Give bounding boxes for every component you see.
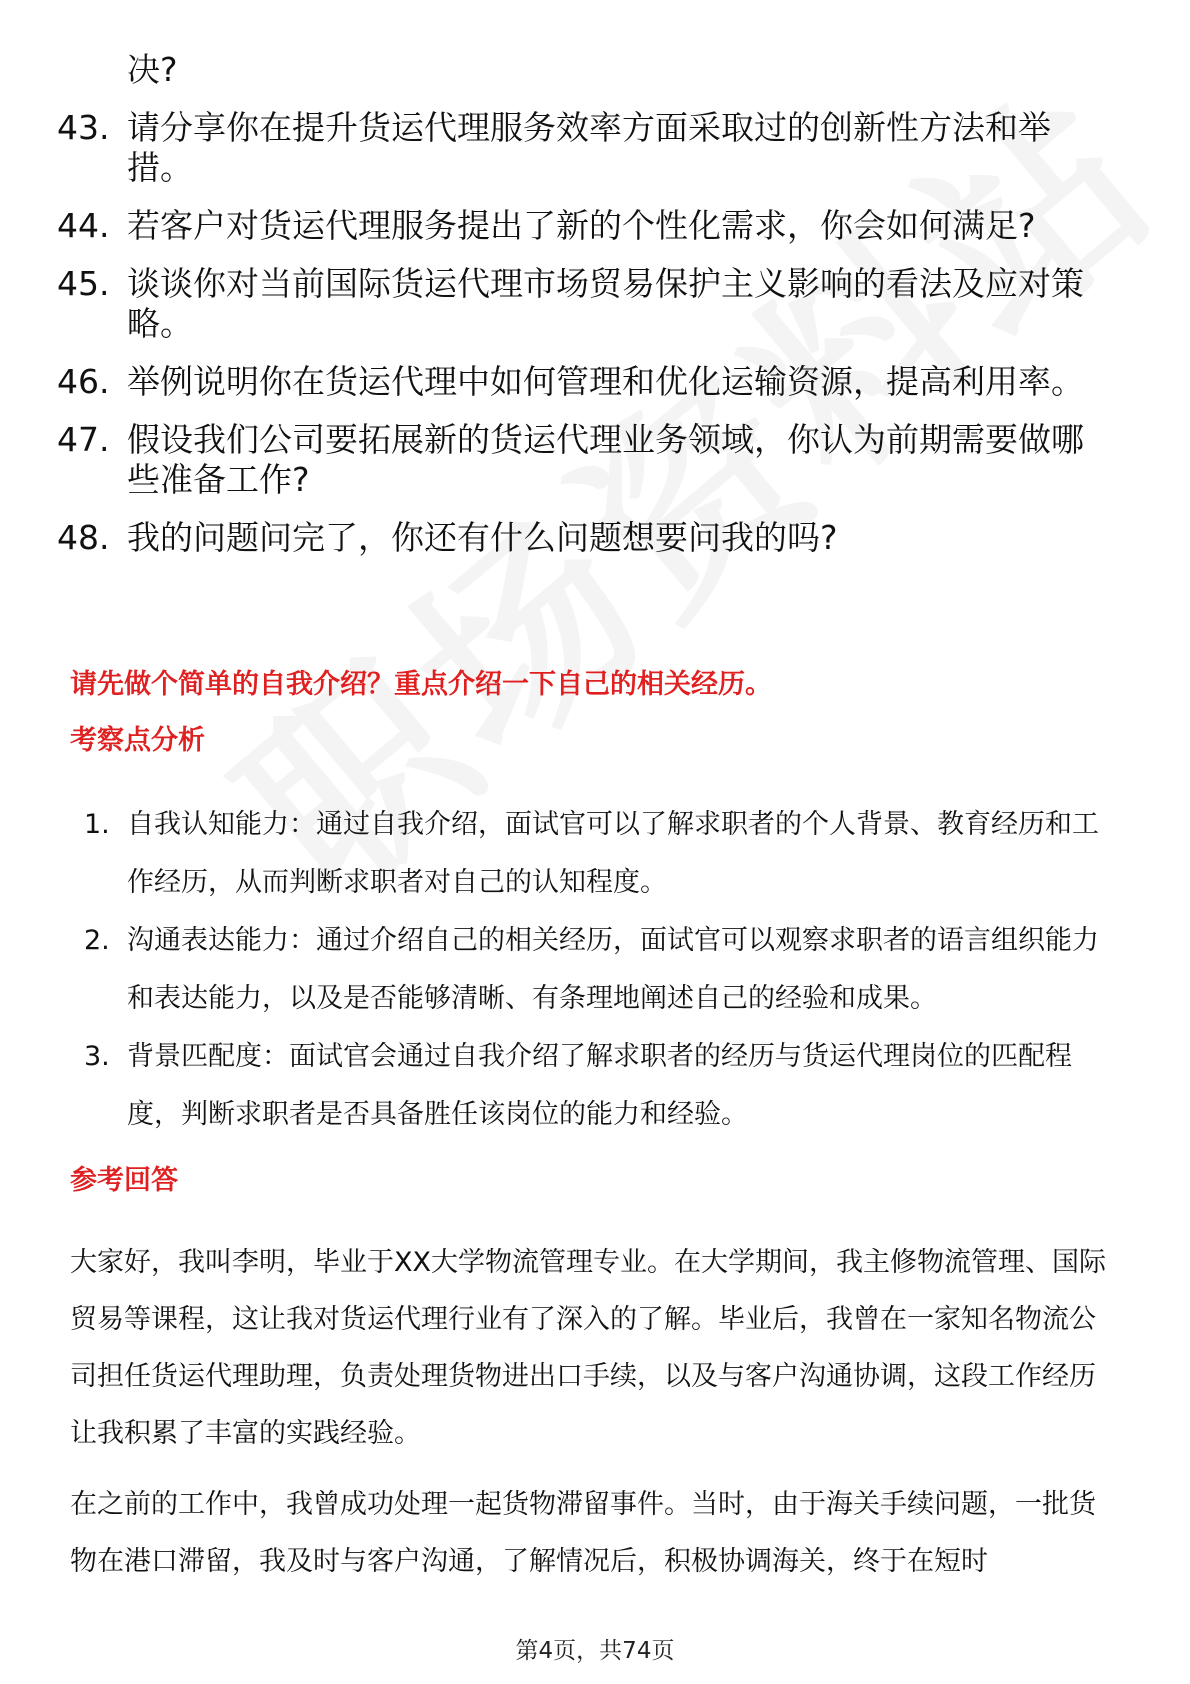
analysis-item: [0, 796, 1112, 912]
answer-heading: 参考回答: [70, 1165, 178, 1196]
analysis-text: 背景匹配度：面试官会通过自我介绍了解求职者的经历与货运代理岗位的匹配程度，判断求职者是否具备胜任该岗位的能力和经验。: [127, 1041, 1072, 1130]
analysis-number: 3.: [84, 1041, 110, 1072]
question-list: [0, 108, 1190, 558]
analysis-item: [0, 1028, 1112, 1144]
analysis-heading: 考察点分析: [70, 725, 205, 756]
question-item: [0, 108, 1107, 188]
question-number: 48.: [57, 518, 110, 557]
analysis-number: 1.: [84, 809, 110, 840]
answer-paragraph: 大家好，我叫李明，毕业于XX大学物流管理专业。在大学期间，我主修物流管理、国际贸易等课程，这让我对货运代理行业有了深入的了解。毕业后，我曾在一家知名物流公司担任货运代理助理，负责处理货物进出口手续，以及与客户沟通协调，这段工作经历让我积累了丰富的实践经验。: [70, 1247, 1106, 1449]
question-number: 46.: [57, 362, 110, 401]
analysis-number: 2.: [84, 925, 110, 956]
question-item: [0, 206, 1107, 246]
interview-question-title: 请先做个简单的自我介绍？重点介绍一下自己的相关经历。: [70, 669, 772, 700]
question-text: 我的问题问完了，你还有什么问题想要问我的吗?: [127, 518, 838, 557]
question-continuation: 决?: [127, 50, 178, 89]
question-item: [0, 420, 1107, 500]
question-text: 谈谈你对当前国际货运代理市场贸易保护主义影响的看法及应对策略。: [127, 264, 1084, 343]
question-number: 45.: [57, 264, 110, 303]
question-number: 47.: [57, 420, 110, 459]
question-number: 44.: [57, 206, 110, 245]
question-text: 假设我们公司要拓展新的货运代理业务领域，你认为前期需要做哪些准备工作?: [127, 420, 1084, 499]
question-text: 举例说明你在货运代理中如何管理和优化运输资源，提高利用率。: [127, 362, 1084, 401]
analysis-list: [0, 796, 1190, 1144]
question-text: 若客户对货运代理服务提出了新的个性化需求，你会如何满足?: [127, 206, 1036, 245]
question-number: 43.: [57, 108, 110, 147]
analysis-item: [0, 912, 1112, 1028]
page-number: 第4页，共74页: [515, 1638, 675, 1664]
question-item: [0, 518, 1107, 558]
question-item: [0, 264, 1107, 344]
analysis-text: 沟通表达能力：通过介绍自己的相关经历，面试官可以观察求职者的语言组织能力和表达能力，以及是否能够清晰、有条理地阐述自己的经验和成果。: [127, 925, 1099, 1014]
analysis-text: 自我认知能力：通过自我介绍，面试官可以了解求职者的个人背景、教育经历和工作经历，从而判断求职者对自己的认知程度。: [127, 809, 1099, 898]
answer-paragraph: 在之前的工作中，我曾成功处理一起货物滞留事件。当时，由于海关手续问题，一批货物在港口滞留，我及时与客户沟通，了解情况后，积极协调海关，终于在短时: [70, 1489, 1096, 1577]
question-text: 请分享你在提升货运代理服务效率方面采取过的创新性方法和举措。: [127, 108, 1051, 187]
question-item: [0, 362, 1107, 402]
